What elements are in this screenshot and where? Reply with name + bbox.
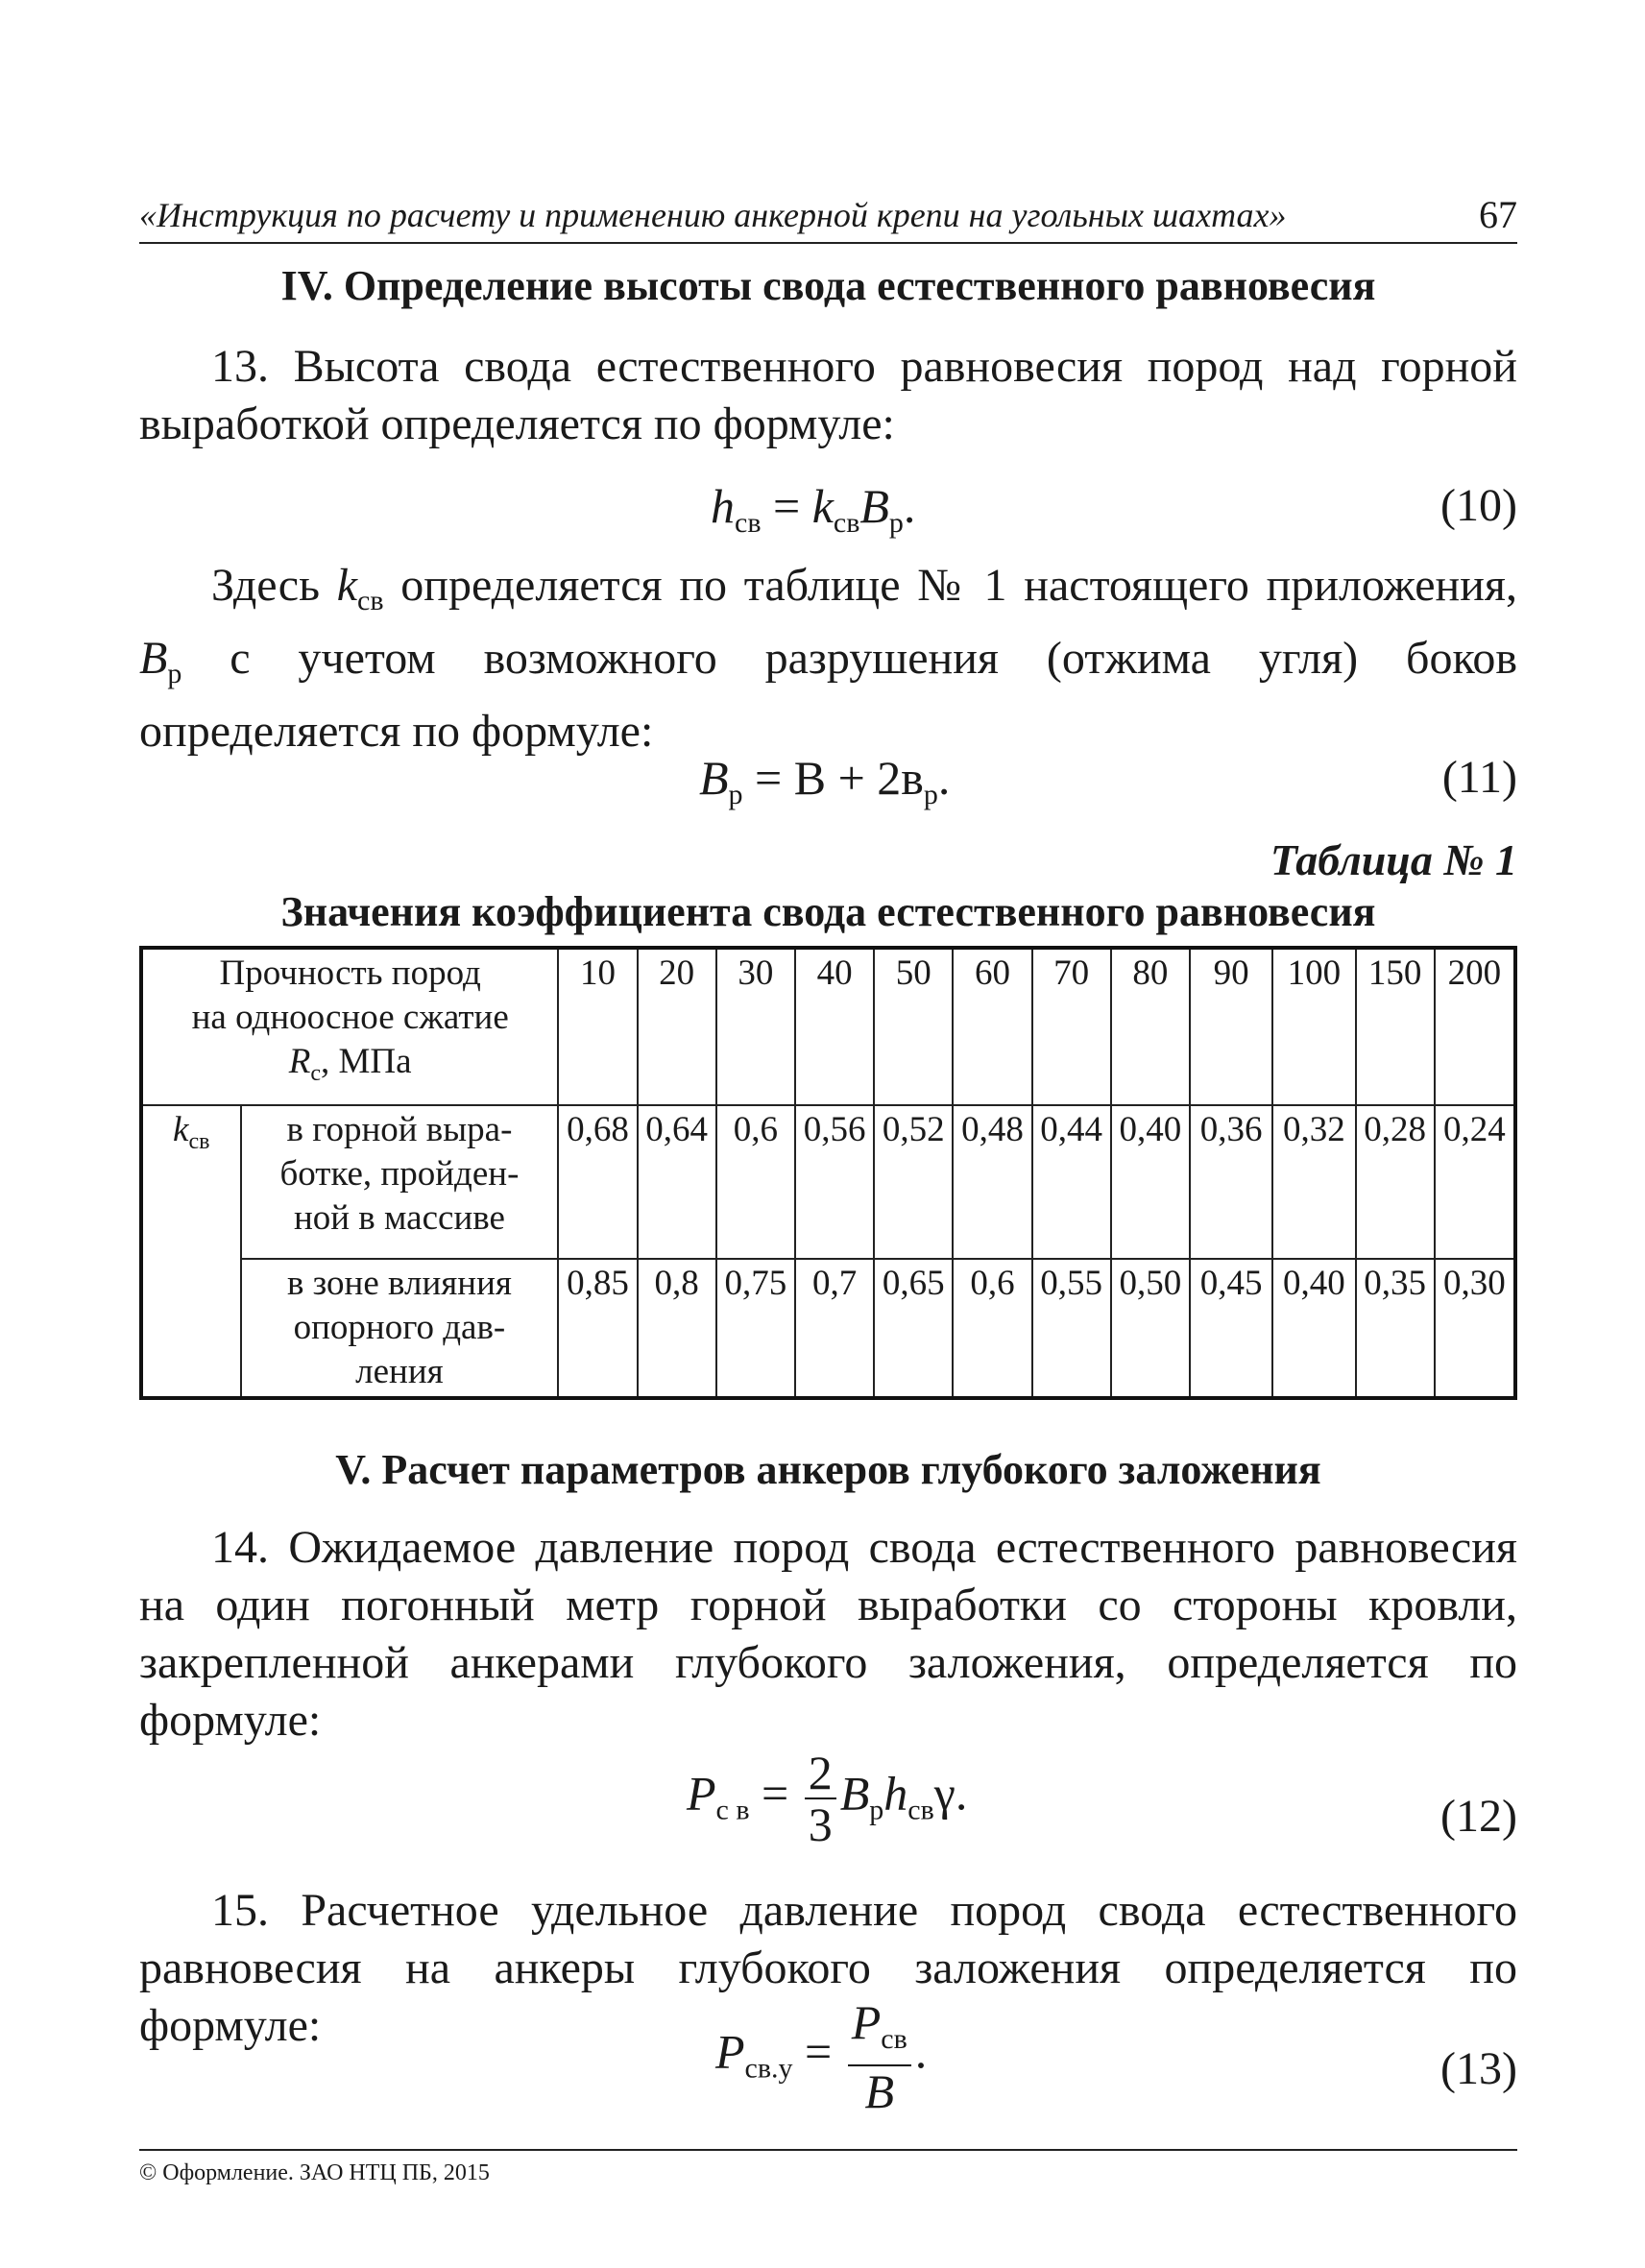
header-R: R xyxy=(288,1042,311,1081)
formula-12 xyxy=(687,1748,967,1849)
f12-P: P xyxy=(687,1766,716,1821)
f12-eq: = xyxy=(749,1766,801,1821)
row-label-line: ной в массиве xyxy=(293,1198,505,1238)
table-row xyxy=(141,1105,1515,1259)
f10-k-sub: св xyxy=(833,507,860,539)
table-cell: 0,65 xyxy=(874,1259,953,1398)
row-label-line: ления xyxy=(355,1352,444,1391)
table-cell: 0,52 xyxy=(874,1105,953,1259)
f11-b-sub: р xyxy=(923,779,938,810)
f12-gamma: γ. xyxy=(933,1766,968,1821)
k-symbol-sub: св xyxy=(188,1129,210,1154)
column-header: 30 xyxy=(716,948,795,1105)
f10-B-sub: р xyxy=(888,507,904,539)
here-B: B xyxy=(139,633,168,684)
table-cell: 0,32 xyxy=(1272,1105,1355,1259)
f13-P-sub: св.у xyxy=(744,2052,793,2085)
footer-divider xyxy=(139,2149,1517,2151)
table-cell: 0,45 xyxy=(1190,1259,1272,1398)
table-cell: 0,28 xyxy=(1356,1105,1435,1259)
table-cell: 0,55 xyxy=(1032,1259,1111,1398)
table-cell: 0,44 xyxy=(1032,1105,1111,1259)
paragraph-15: 15. Расчетное удельное давление пород свода естественного равновесия на анкеры глубокого заложения определяется по формуле: xyxy=(139,1885,1517,2051)
column-header: 60 xyxy=(953,948,1031,1105)
column-header: 40 xyxy=(795,948,874,1105)
f13-numerator xyxy=(848,1997,911,2066)
table-cell: 0,56 xyxy=(795,1105,874,1259)
f13-denominator xyxy=(848,2066,911,2116)
column-header: 100 xyxy=(1272,948,1355,1105)
running-title: «Инструкция по расчету и применению анкерной крепи на угольных шахтах» xyxy=(139,196,1287,234)
paragraph-here xyxy=(139,557,1517,760)
f12-denominator: 3 xyxy=(808,1798,833,1851)
equation-number-12: (12) xyxy=(1440,1791,1517,1842)
f12-P-sub: с в xyxy=(715,1794,750,1826)
formula-10 xyxy=(711,477,915,552)
table-header-row xyxy=(141,948,1515,1105)
paragraph-13: 13. Высота свода естественного равновесия пород над горной выработкой определяется по формуле: xyxy=(139,341,1517,449)
f12-h: h xyxy=(883,1766,908,1821)
column-header: 200 xyxy=(1435,948,1515,1105)
here-B-sub: р xyxy=(167,658,182,689)
f10-B: B xyxy=(859,479,889,533)
f13-den-B: B xyxy=(864,2064,895,2118)
table-cell: 0,7 xyxy=(795,1259,874,1398)
formula-13 xyxy=(715,1997,927,2116)
table-cell: 0,85 xyxy=(558,1259,637,1398)
coefficient-table xyxy=(139,946,1517,1400)
header-line-2: на одноосное сжатие xyxy=(191,998,509,1037)
table-cell: 0,6 xyxy=(953,1259,1031,1398)
table-cell: 0,40 xyxy=(1272,1259,1355,1398)
table-cell: 0,8 xyxy=(638,1259,716,1398)
column-header: 70 xyxy=(1032,948,1111,1105)
f12-fraction xyxy=(805,1748,836,1849)
column-header: 50 xyxy=(874,948,953,1105)
equation-number-13: (13) xyxy=(1440,2043,1517,2094)
header-line-1: Прочность пород xyxy=(219,953,481,993)
column-header: 90 xyxy=(1190,948,1272,1105)
table-title: Значения коэффициента свода естественного равновесия xyxy=(280,888,1376,935)
equation-number-10: (10) xyxy=(1440,480,1517,531)
row-label-line: в зоне влияния xyxy=(286,1264,512,1303)
f13-fraction xyxy=(848,1997,911,2116)
formula-11 xyxy=(699,749,950,824)
f10-eq: = xyxy=(761,479,812,533)
header-line-3 xyxy=(143,1040,557,1096)
f12-B-sub: р xyxy=(869,1794,884,1826)
table-label: Таблица № 1 xyxy=(1270,835,1517,884)
f10-k: k xyxy=(811,479,834,533)
table-cell: 0,48 xyxy=(953,1105,1031,1259)
here-text-3: с учетом возможного разрушения (отжима угля) боков определяется по формуле: xyxy=(139,633,1517,757)
f10-h-sub: св xyxy=(735,507,762,539)
f13-end: . xyxy=(914,2024,928,2079)
k-symbol-cell xyxy=(141,1105,241,1398)
column-header: 80 xyxy=(1111,948,1190,1105)
row-label-line: опорного дав- xyxy=(293,1308,506,1347)
header-R-sub: с xyxy=(310,1061,322,1086)
f10-h: h xyxy=(711,479,735,533)
table-header-cell xyxy=(141,948,558,1105)
f11-B: B xyxy=(699,751,729,805)
table-cell: 0,24 xyxy=(1435,1105,1515,1259)
f10-end: . xyxy=(903,479,916,533)
footer-copyright: © Оформление. ЗАО НТЦ ПБ, 2015 xyxy=(139,2160,490,2185)
row-label-line: в горной выра- xyxy=(286,1110,513,1149)
column-header: 10 xyxy=(558,948,637,1105)
f11-B-sub: р xyxy=(728,779,743,810)
section-5-heading: V. Расчет параметров анкеров глубокого заложения xyxy=(335,1446,1321,1493)
here-text-1: Здесь xyxy=(211,560,337,611)
section-4-heading: IV. Определение высоты свода естественного равновесия xyxy=(280,262,1376,309)
page-number: 67 xyxy=(1479,193,1517,236)
table-cell: 0,6 xyxy=(716,1105,795,1259)
row-label-line: ботке, пройден- xyxy=(279,1154,520,1194)
row-label xyxy=(241,1105,559,1259)
table-row xyxy=(141,1259,1515,1398)
table-cell: 0,68 xyxy=(558,1105,637,1259)
table-cell: 0,50 xyxy=(1111,1259,1190,1398)
here-text-2: определяется по таблице № 1 настоящего приложения, xyxy=(383,560,1518,611)
row-label xyxy=(241,1259,559,1398)
f11-end: . xyxy=(937,751,951,805)
f12-h-sub: св xyxy=(907,1794,934,1826)
equation-number-11: (11) xyxy=(1441,752,1517,803)
f12-numerator: 2 xyxy=(805,1748,836,1799)
f13-num-sub: св xyxy=(881,2023,907,2055)
table-cell: 0,30 xyxy=(1435,1259,1515,1398)
table-cell: 0,75 xyxy=(716,1259,795,1398)
table-cell: 0,36 xyxy=(1190,1105,1272,1259)
table-cell: 0,64 xyxy=(638,1105,716,1259)
f13-num-P: P xyxy=(851,1995,882,2049)
f13-P: P xyxy=(715,2024,745,2079)
table-cell: 0,35 xyxy=(1356,1259,1435,1398)
header-unit: , МПа xyxy=(321,1042,412,1081)
f12-B: B xyxy=(839,1766,870,1821)
paragraph-14: 14. Ожидаемое давление пород свода естественного равновесия на один погонный метр горной выработки со стороны кровли, закрепленной анкерами глубокого заложения, определяется по формуле: xyxy=(139,1522,1517,1746)
column-header: 20 xyxy=(638,948,716,1105)
f13-eq: = xyxy=(792,2024,844,2079)
running-header xyxy=(139,188,1517,244)
here-k-sub: св xyxy=(357,585,384,616)
k-symbol: k xyxy=(173,1110,189,1149)
column-header: 150 xyxy=(1356,948,1435,1105)
f11-mid: = B + 2в xyxy=(742,751,924,805)
here-k: k xyxy=(336,560,358,611)
table-cell: 0,40 xyxy=(1111,1105,1190,1259)
